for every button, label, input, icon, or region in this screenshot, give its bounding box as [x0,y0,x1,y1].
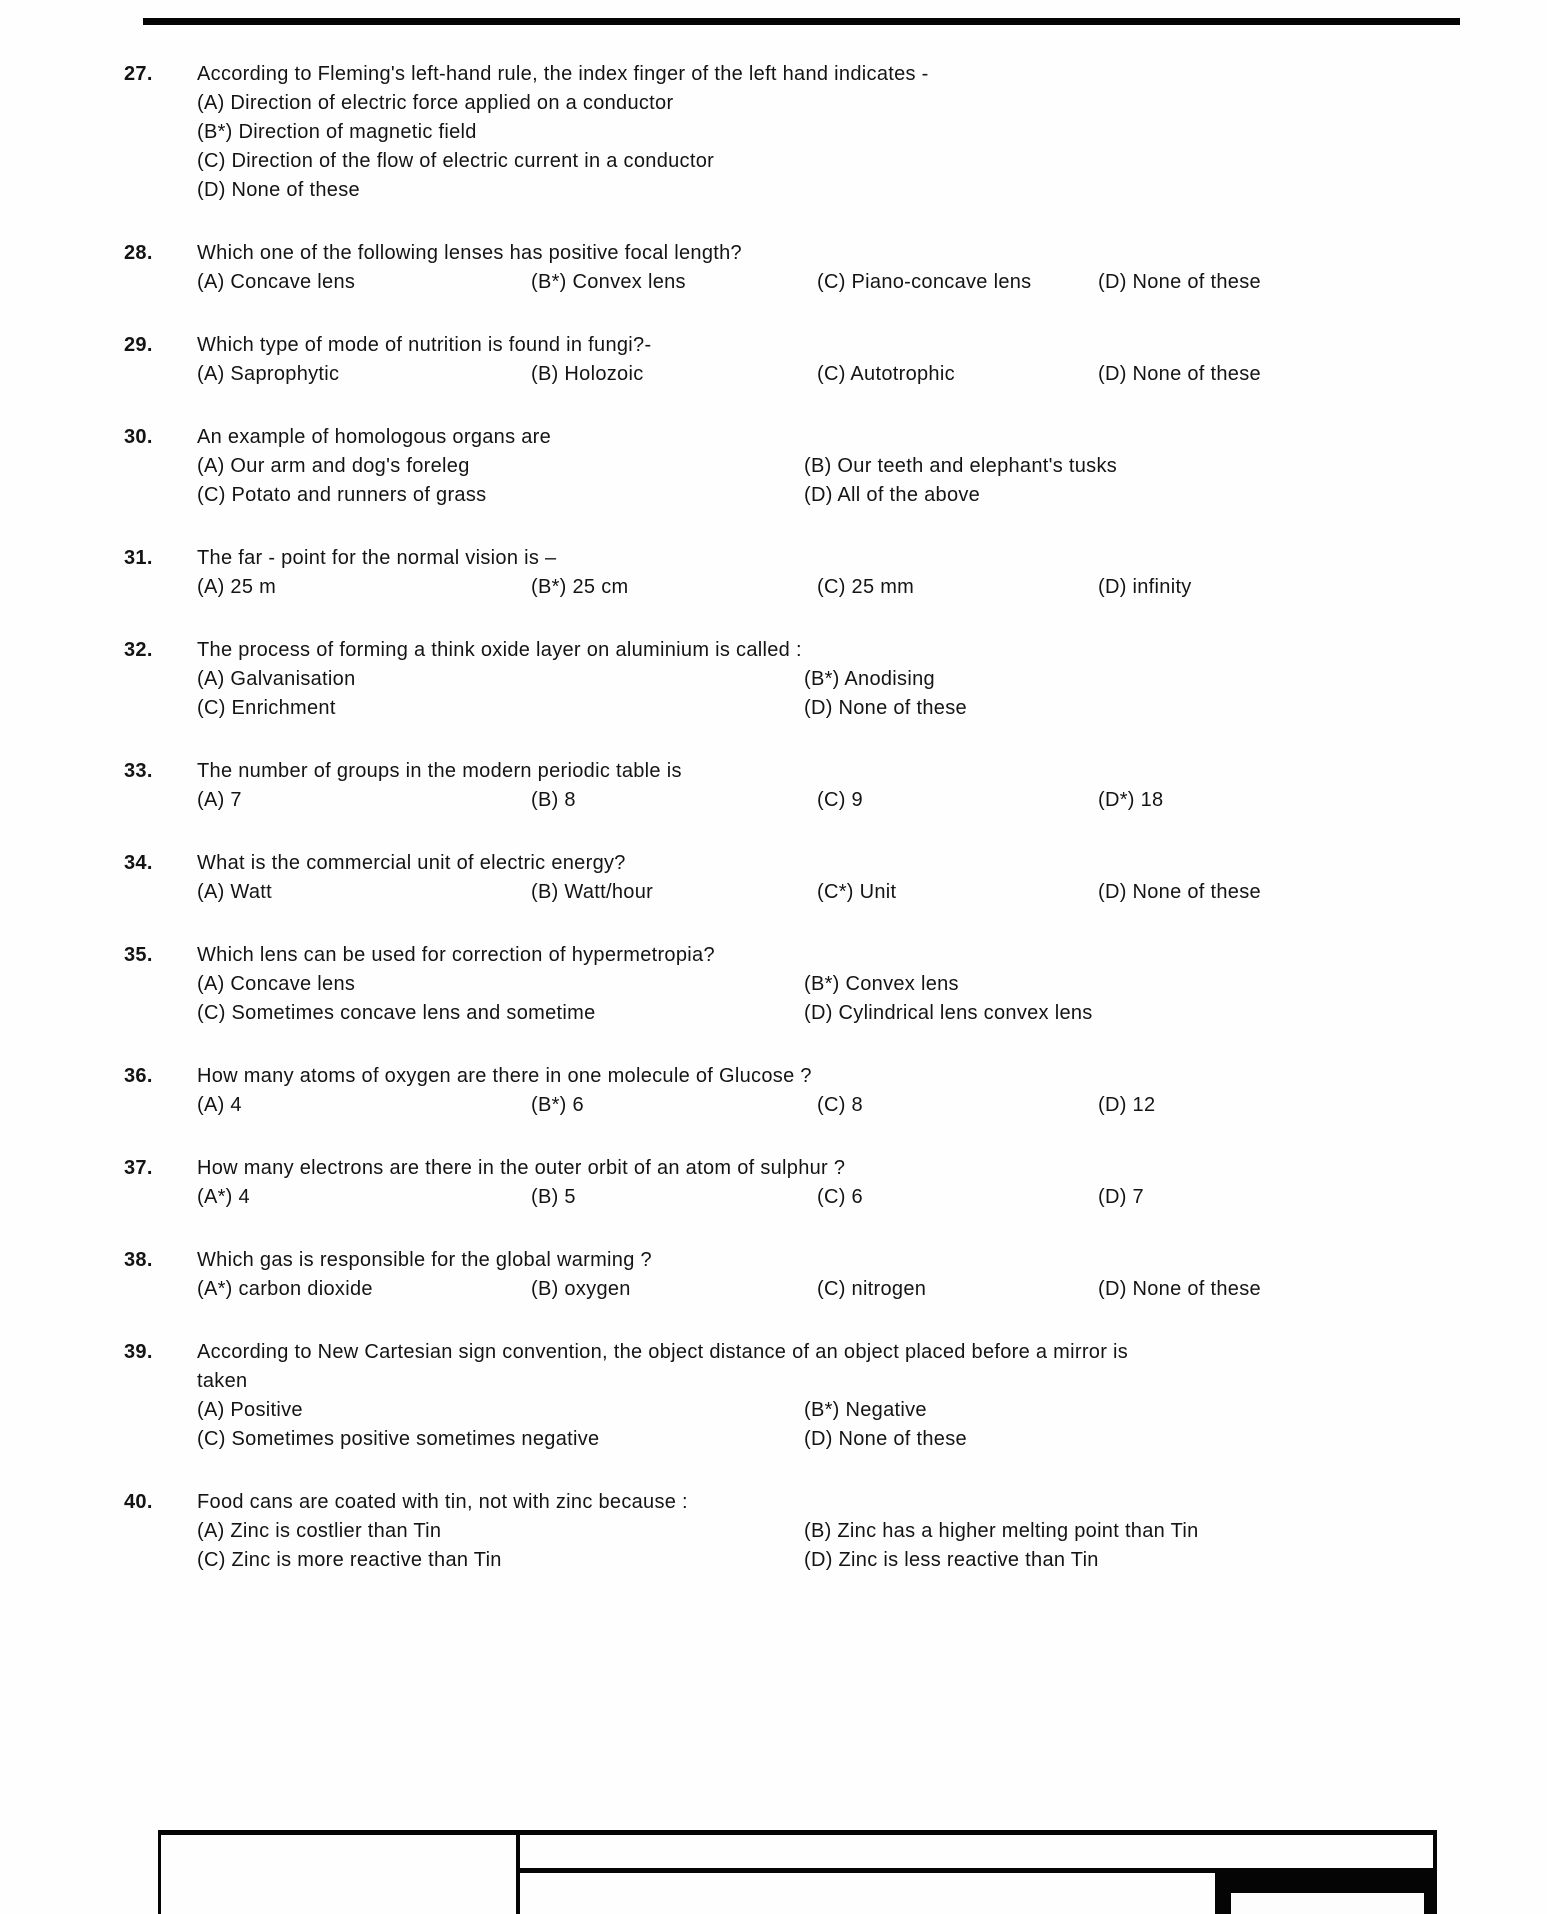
option: (C) Potato and runners of grass [197,484,487,506]
options-row [197,878,1547,907]
option: (C) Piano-concave lens [817,271,1032,293]
question [0,423,1547,510]
question-text-line: According to New Cartesian sign convention, the object distance of an object placed before a mirror is [197,1341,1129,1363]
option: (D) None of these [1098,271,1261,293]
option: (D) Zinc is less reactive than Tin [804,1549,1099,1571]
option: (D) None of these [1098,1278,1261,1300]
option: (B*) 25 cm [531,576,629,598]
option: (B) Watt/hour [531,881,654,903]
option: (D) 7 [1098,1186,1144,1208]
table-left-border [158,1830,161,1914]
table-black-cell-inset [1231,1893,1424,1914]
options-row [197,1091,1547,1120]
option: (B) 8 [531,789,576,811]
options-row [197,1396,1547,1425]
question-number: 27. [124,63,153,85]
option: (C) Sometimes positive sometimes negative [197,1428,600,1450]
option: (A) 4 [197,1094,242,1116]
questions [0,60,1547,1609]
question-text-line: What is the commercial unit of electric energy? [197,852,626,874]
table-black-cell [1215,1873,1437,1914]
option: (C*) Unit [817,881,897,903]
question-text-line: An example of homologous organs are [197,426,552,448]
question [0,1246,1547,1304]
question-number: 38. [124,1249,153,1271]
options-row [197,452,1547,481]
option: (C) 25 mm [817,576,915,598]
question-number: 30. [124,426,153,448]
question-number: 29. [124,334,153,356]
question [0,331,1547,389]
option: (B) Our teeth and elephant's tusks [804,455,1118,477]
option: (D) None of these [804,1428,967,1450]
options-row [197,665,1547,694]
option: (C) 6 [817,1186,863,1208]
option: (B) 5 [531,1186,576,1208]
question [0,544,1547,602]
question-text-line: The process of forming a think oxide layer on aluminium is called : [197,639,802,661]
option: (B*) Negative [804,1399,927,1421]
top-rule [143,18,1460,25]
question-text-line: Which one of the following lenses has positive focal length? [197,242,742,264]
table-column-divider [516,1830,520,1914]
option: (A) Watt [197,881,272,903]
option: (C) 8 [817,1094,863,1116]
option: (C) 9 [817,789,863,811]
options-row [197,1517,1547,1546]
options-row [197,1425,1547,1454]
question-text-line: Food cans are coated with tin, not with zinc because : [197,1491,688,1513]
option: (D) All of the above [804,484,981,506]
question [0,239,1547,297]
option: (A) Concave lens [197,271,356,293]
table-row-divider [516,1868,1437,1873]
option: (A) Our arm and dog's foreleg [197,455,470,477]
question-text-line: According to Fleming's left-hand rule, the index finger of the left hand indicates - [197,63,929,85]
option: (C) Direction of the flow of electric current in a conductor [197,150,715,172]
options-row [197,999,1547,1028]
question [0,60,1547,205]
question-number: 39. [124,1341,153,1363]
question-number: 34. [124,852,153,874]
option: (B*) Anodising [804,668,935,690]
options-row [197,786,1547,815]
question-text-line: Which gas is responsible for the global warming ? [197,1249,652,1271]
options-row [197,694,1547,723]
option: (C) Enrichment [197,697,336,719]
question-text-line: How many electrons are there in the outer orbit of an atom of sulphur ? [197,1157,846,1179]
option: (C) Autotrophic [817,363,955,385]
table-top-border [158,1830,1437,1835]
question-number: 31. [124,547,153,569]
option: (A) 25 m [197,576,277,598]
option: (D) Cylindrical lens convex lens [804,1002,1093,1024]
option: (B*) Direction of magnetic field [197,121,477,143]
question-number: 28. [124,242,153,264]
question-text-line: Which lens can be used for correction of hypermetropia? [197,944,715,966]
question-text-line: taken [197,1370,248,1392]
option: (D) None of these [1098,881,1261,903]
option: (A*) carbon dioxide [197,1278,373,1300]
options-row [197,1183,1547,1212]
question [0,941,1547,1028]
option: (A) Galvanisation [197,668,356,690]
option: (A) Direction of electric force applied on a conductor [197,92,674,114]
option: (B*) 6 [531,1094,584,1116]
option: (A) Positive [197,1399,303,1421]
question [0,1062,1547,1120]
question-text-line: The far - point for the normal vision is – [197,547,557,569]
question [0,757,1547,815]
option: (D) infinity [1098,576,1192,598]
option: (D) 12 [1098,1094,1156,1116]
question-text-line: The number of groups in the modern periodic table is [197,760,682,782]
question [0,849,1547,907]
options-row [197,268,1547,297]
option: (A*) 4 [197,1186,250,1208]
table-right-border [1433,1830,1437,1874]
question-number: 40. [124,1491,153,1513]
question [0,1154,1547,1212]
option: (A) Concave lens [197,973,356,995]
option: (C) Sometimes concave lens and sometime [197,1002,596,1024]
option: (B*) Convex lens [804,973,959,995]
option: (B*) Convex lens [531,271,686,293]
option: (A) 7 [197,789,242,811]
options-row [197,1275,1547,1304]
option: (C) nitrogen [817,1278,927,1300]
option: (D) None of these [804,697,967,719]
question [0,636,1547,723]
question-text-line: How many atoms of oxygen are there in one molecule of Glucose ? [197,1065,812,1087]
question-number: 36. [124,1065,153,1087]
options-row [197,970,1547,999]
option: (D*) 18 [1098,789,1164,811]
option: (A) Saprophytic [197,363,340,385]
option: (A) Zinc is costlier than Tin [197,1520,442,1542]
question-text-line: Which type of mode of nutrition is found in fungi?- [197,334,652,356]
question-number: 35. [124,944,153,966]
options-row [197,481,1547,510]
option: (B) Zinc has a higher melting point than Tin [804,1520,1199,1542]
option: (D) None of these [1098,363,1261,385]
option: (C) Zinc is more reactive than Tin [197,1549,502,1571]
options-row [197,1546,1547,1575]
question [0,1338,1547,1454]
options-row [197,573,1547,602]
option: (B) oxygen [531,1278,631,1300]
question-number: 37. [124,1157,153,1179]
question [0,1488,1547,1575]
options-row [197,360,1547,389]
option: (D) None of these [197,179,360,201]
question-number: 33. [124,760,153,782]
question-number: 32. [124,639,153,661]
option: (B) Holozoic [531,363,644,385]
